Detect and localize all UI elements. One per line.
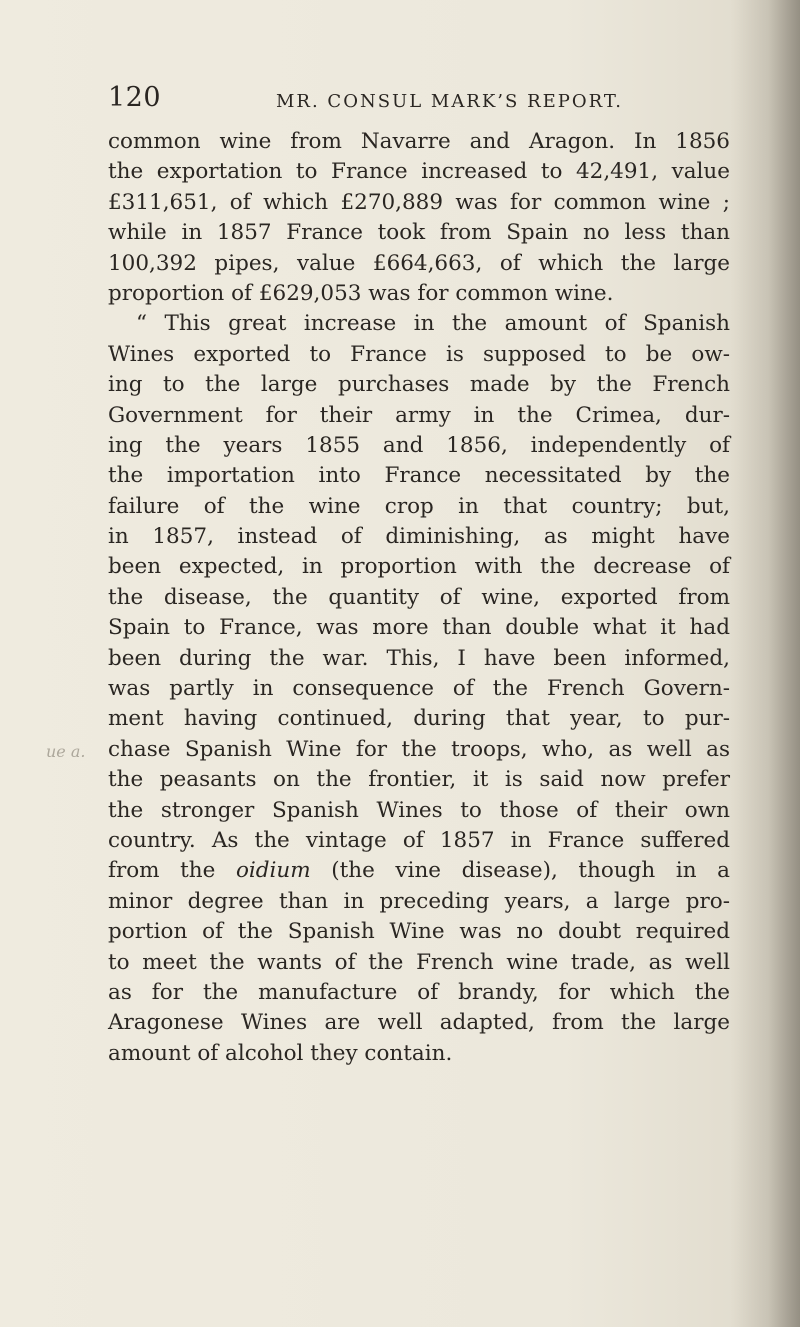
- text-line: Spain to France, was more than double what it had: [108, 615, 730, 641]
- text-line: Wines exported to France is supposed to be ow-: [108, 341, 730, 367]
- text-line: ing the years 1855 and 1856, independently of: [108, 432, 730, 458]
- text-line: Aragonese Wines are well adapted, from the large: [108, 1010, 730, 1036]
- text-line: was partly in consequence of the French Govern-: [108, 676, 730, 702]
- text-run: (the vine disease), though in a: [310, 858, 730, 884]
- text-line: minor degree than in preceding years, a large pro-: [108, 888, 730, 914]
- body-text: [108, 127, 730, 1069]
- text-line: Government for their army in the Crimea, dur-: [108, 402, 730, 428]
- text-line: been expected, in proportion with the decrease of: [108, 554, 730, 580]
- text-line: 100,392 pipes, value £664,663, of which the large: [108, 250, 730, 276]
- text-line: chase Spanish Wine for the troops, who, as well as: [108, 736, 730, 762]
- text-line: ment having continued, during that year, to pur-: [108, 706, 730, 732]
- italic-term: oidium: [235, 858, 311, 884]
- text-line: common wine from Navarre and Aragon. In 1856: [108, 129, 730, 154]
- text-line: country. As the vintage of 1857 in France suffered: [108, 827, 730, 853]
- text-line: as for the manufacture of brandy, for which the: [108, 979, 730, 1005]
- text-line: the disease, the quantity of wine, exported from: [108, 584, 730, 610]
- text-line: been during the war. This, I have been informed,: [108, 645, 730, 671]
- margin-annotation: ue a.: [46, 742, 86, 761]
- text-line: the importation into France necessitated by the: [108, 463, 730, 489]
- text-line: ing to the large purchases made by the French: [108, 372, 730, 398]
- page-edge-shadow: [730, 0, 800, 1327]
- page-header: [108, 82, 728, 122]
- text-line: while in 1857 France took from Spain no less than: [108, 220, 730, 246]
- text-line: “ This great increase in the amount of Spanish: [136, 311, 730, 337]
- text-line: £311,651, of which £270,889 was for common wine ;: [108, 189, 730, 215]
- text-run: from the: [108, 858, 236, 884]
- text-line: failure of the wine crop in that country; but,: [108, 493, 730, 519]
- text-line: amount of alcohol they contain.: [108, 1040, 453, 1066]
- text-line: the stronger Spanish Wines to those of their own: [108, 797, 730, 823]
- running-title: MR. CONSUL MARK’S REPORT.: [276, 91, 623, 112]
- text-line: the peasants on the frontier, it is said now prefer: [108, 767, 730, 793]
- text-line: to meet the wants of the French wine trade, as well: [108, 949, 730, 975]
- page-number: 120: [108, 82, 162, 113]
- text-line: the exportation to France increased to 42,491, value: [108, 159, 730, 185]
- text-line: proportion of £629,053 was for common wine.: [108, 280, 614, 306]
- text-line: portion of the Spanish Wine was no doubt required: [108, 919, 730, 945]
- text-line: in 1857, instead of diminishing, as might have: [108, 524, 730, 550]
- text-line-oidium: [108, 856, 730, 886]
